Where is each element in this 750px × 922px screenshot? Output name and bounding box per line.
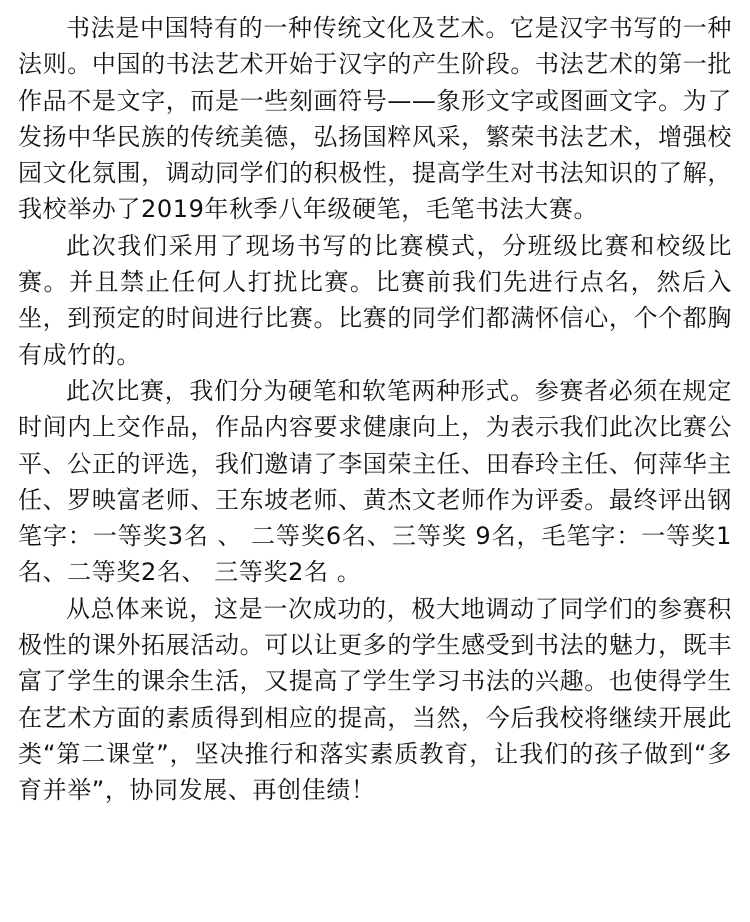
paragraph-format: 此次我们采用了现场书写的比赛模式，分班级比赛和校级比赛。并且禁止任何人打扰比赛。比赛前我们先进行点名，然后入坐，到预定的时间进行比赛。比赛的同学们都满怀信心，个个都胸有成竹的。 bbox=[18, 231, 732, 369]
paragraph-intro: 书法是中国特有的一种传统文化及艺术。它是汉字书写的一种法则。中国的书法艺术开始于汉字的产生阶段。书法艺术的第一批作品不是文字，而是一些刻画符号——象形文字或图画文字。为了发扬中华民族的传统美德，弘扬国粹风采，繁荣书法艺术，增强校园文化氛围，调动同学们的积极性，提高学生对书法知识的了解，我校举办了2019年秋季八年级硬笔，毛笔书法大赛。 bbox=[18, 14, 732, 224]
paragraph-summary: 从总体来说，这是一次成功的，极大地调动了同学们的参赛积极性的课外拓展活动。可以让更多的学生感受到书法的魅力，既丰富了学生的课余生活，又提高了学生学习书法的兴趣。也使得学生在艺术方面的素质得到相应的提高，当然，今后我校将继续开展此类“第二课堂”，坚决推行和落实素质教育，让我们的孩子做到“多育并举”，协同发展、再创佳绩！ bbox=[18, 594, 732, 805]
paragraph-results: 此次比赛，我们分为硬笔和软笔两种形式。参赛者必须在规定时间内上交作品，作品内容要求健康向上，为表示我们此次比赛公平、公正的评选，我们邀请了李国荣主任、田春玲主任、何萍华主任、罗映富老师、王东坡老师、黄杰文老师作为评委。最终评出钢笔字：一等奖3名 、 二等奖6名、三等奖 9名，毛笔字：一等奖1名、二等奖2名、 三等奖2名 。 bbox=[18, 376, 732, 587]
